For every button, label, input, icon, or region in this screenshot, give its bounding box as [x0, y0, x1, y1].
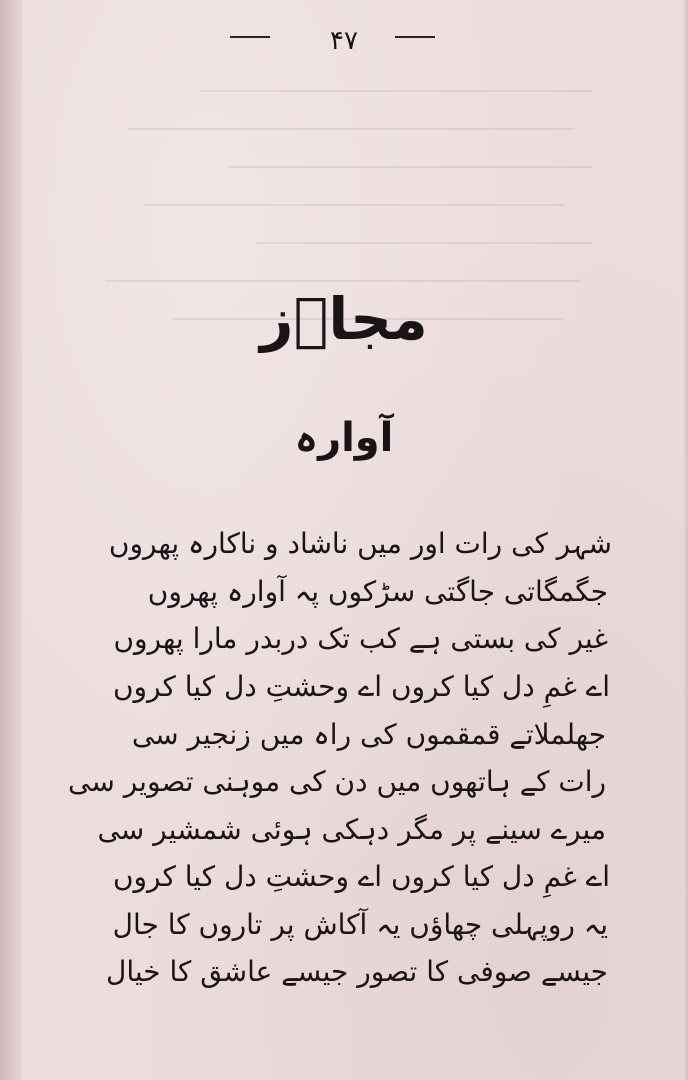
- verse-line-4: جھلملاتے قمقموں کی راہ میں زنجیر سی: [131, 718, 606, 751]
- verse-line-2: جگمگاتی جاگتی سڑکوں پہ آوارہ پھروں: [147, 575, 608, 608]
- page-edge-shadow: [682, 0, 688, 1080]
- verse-line-8: جیسے صوفی کا تصور جیسے عاشق کا خیال: [105, 955, 608, 988]
- page-number: ۴۷: [330, 26, 358, 56]
- verse-line-3: غیر کی بستی ہے کب تک دربدر مارا پھروں: [113, 622, 608, 655]
- poet-name: مجاؔز: [260, 285, 428, 353]
- refrain-line-1: اے غمِ دل کیا کروں اے وحشتِ دل کیا کروں: [112, 670, 610, 703]
- verse-line-5: رات کے ہاتھوں میں دن کی موہنی تصویر سی: [68, 765, 606, 798]
- verse-line-6: میرے سینے پر مگر دہکی ہوئی شمشیر سی: [97, 813, 606, 846]
- verse-line-1: شہر کی رات اور میں ناشاد و ناکارہ پھروں: [108, 527, 612, 560]
- poem-title: آوارہ: [294, 415, 394, 461]
- refrain-line-2: اے غمِ دل کیا کروں اے وحشتِ دل کیا کروں: [112, 860, 610, 893]
- verse-line-7: یہ روپہلی چھاؤں یہ آکاش پر تاروں کا جال: [112, 908, 608, 941]
- page-spine-shadow: [0, 0, 22, 1080]
